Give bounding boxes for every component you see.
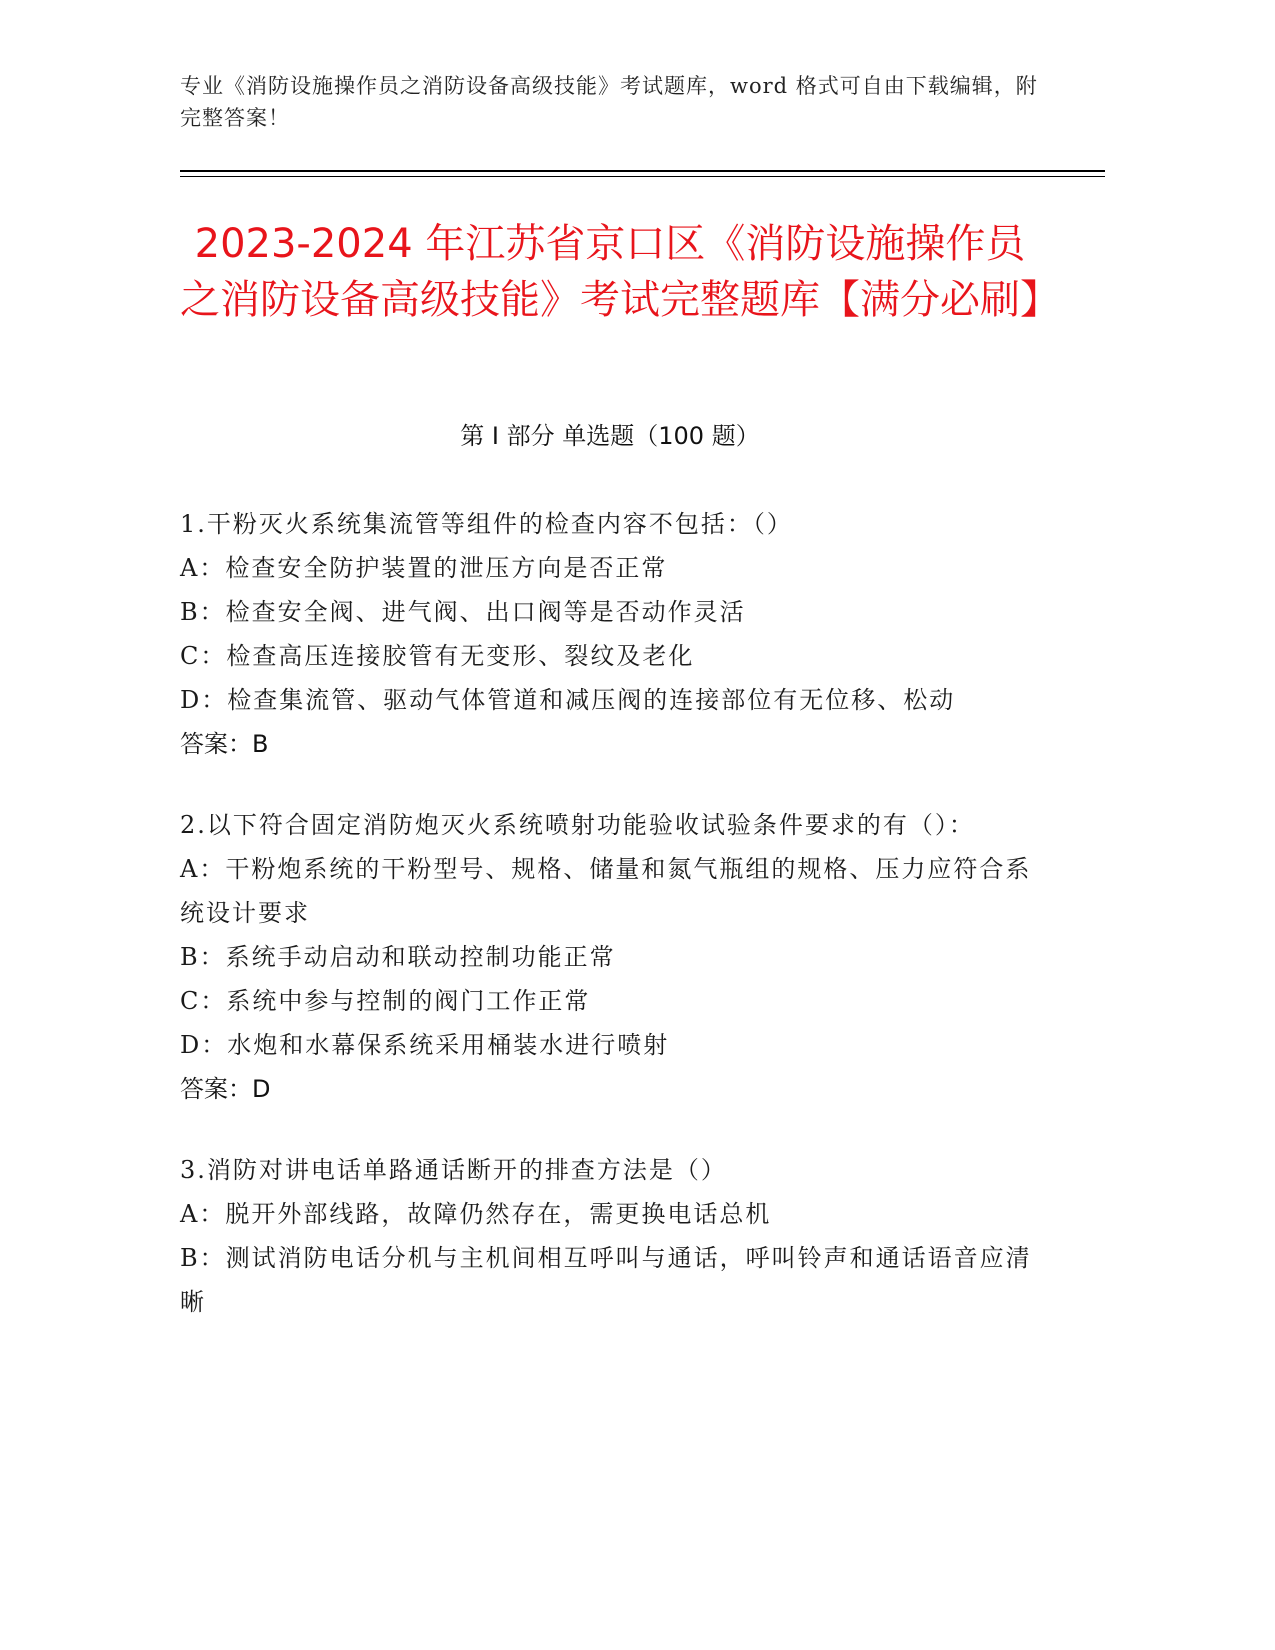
question-stem: 2.以下符合固定消防炮灭火系统喷射功能验收试验条件要求的有（）：: [180, 811, 975, 839]
option-b: B：测试消防电话分机与主机间相互呼叫与通话，呼叫铃声和通话语音应清晰: [180, 1244, 1032, 1316]
question-1: [180, 502, 1040, 766]
question-list: [180, 502, 1040, 1361]
answer-line: 答案：B: [180, 730, 269, 758]
option-a: A：检查安全防护装置的泄压方向是否正常: [180, 554, 668, 582]
question-stem: 1.干粉灭火系统集流管等组件的检查内容不包括：（）: [180, 510, 793, 538]
option-d: D：检查集流管、驱动气体管道和减压阀的连接部位有无位移、松动: [180, 686, 956, 714]
option-c: C：系统中参与控制的阀门工作正常: [180, 987, 591, 1015]
question-2: [180, 803, 1040, 1111]
header-rule-thin: [180, 176, 1105, 177]
option-c: C：检查高压连接胶管有无变形、裂纹及老化: [180, 642, 695, 670]
question-3: [180, 1148, 1040, 1324]
option-a: A：干粉炮系统的干粉型号、规格、储量和氮气瓶组的规格、压力应符合系统设计要求: [180, 855, 1032, 927]
option-d: D：水炮和水幕保系统采用桶装水进行喷射: [180, 1031, 670, 1059]
document-title: 2023-2024 年江苏省京口区《消防设施操作员之消防设备高级技能》考试完整题库【满分必刷】: [180, 221, 1060, 323]
header-note: 专业《消防设施操作员之消防设备高级技能》考试题库，word 格式可自由下载编辑，附完整答案！: [180, 74, 1038, 130]
option-a: A：脱开外部线路，故障仍然存在，需更换电话总机: [180, 1200, 772, 1228]
option-b: B：检查安全阀、进气阀、出口阀等是否动作灵活: [180, 598, 746, 626]
answer-line: 答案：D: [180, 1075, 271, 1103]
option-b: B：系统手动启动和联动控制功能正常: [180, 943, 616, 971]
section-title: 第 I 部分 单选题（100 题）: [460, 422, 760, 450]
question-stem: 3.消防对讲电话单路通话断开的排查方法是（）: [180, 1156, 727, 1184]
header-rule-thick: [180, 170, 1105, 172]
